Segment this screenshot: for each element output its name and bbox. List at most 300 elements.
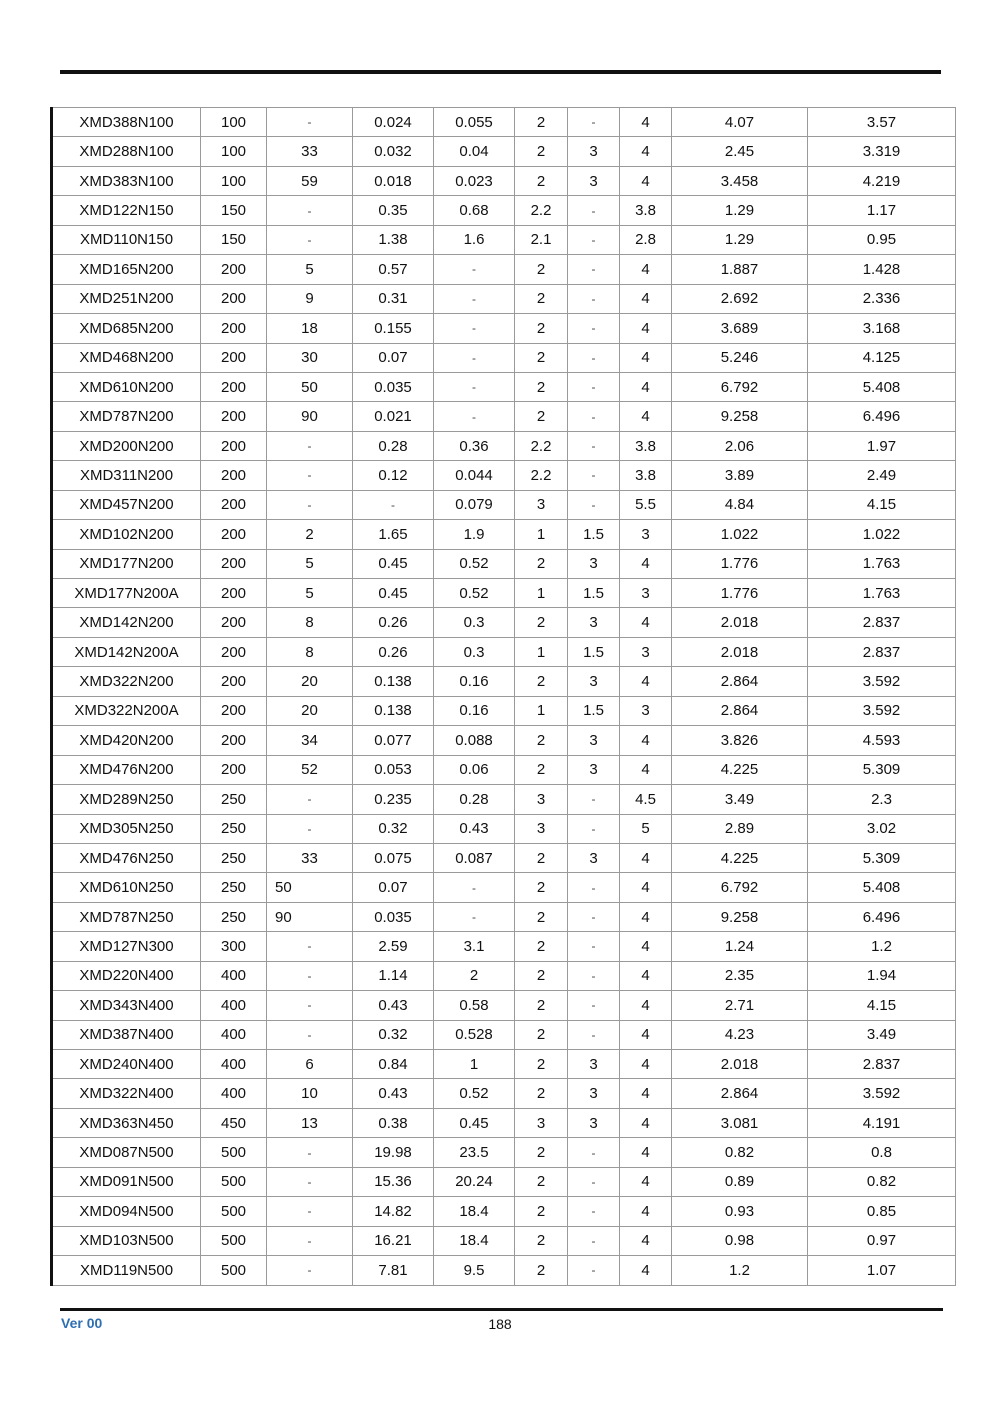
table-cell: 2.2 [515,461,568,490]
table-cell: 3 [568,1079,620,1108]
table-cell: 3.689 [672,314,808,343]
part-number-cell: XMD322N200A [52,696,201,725]
table-cell: 0.075 [353,843,434,872]
table-cell: 4.15 [808,490,956,519]
table-cell: 3 [568,137,620,166]
table-cell: 400 [201,991,267,1020]
table-cell: 200 [201,461,267,490]
table-cell: 3.57 [808,108,956,137]
table-cell: 200 [201,726,267,755]
table-cell: 23.5 [434,1138,515,1167]
table-cell: 18.4 [434,1197,515,1226]
table-cell: 4 [620,1256,672,1285]
table-cell: 4 [620,726,672,755]
part-number-cell: XMD610N250 [52,873,201,902]
table-cell: 0.52 [434,549,515,578]
table-cell: 2 [515,1079,568,1108]
table-cell: - [568,1138,620,1167]
table-cell: 2.1 [515,225,568,254]
table-cell: - [267,814,353,843]
table-cell: 90 [267,402,353,431]
part-number-cell: XMD110N150 [52,225,201,254]
table-cell: 2 [515,255,568,284]
table-cell: 2.35 [672,961,808,990]
table-cell: - [568,1167,620,1196]
table-row [52,696,956,725]
part-number-cell: XMD288N100 [52,137,201,166]
table-cell: 0.023 [434,166,515,195]
table-cell: - [267,1020,353,1049]
part-number-cell: XMD476N200 [52,755,201,784]
table-cell: 200 [201,402,267,431]
part-number-cell: XMD343N400 [52,991,201,1020]
table-cell: 3.592 [808,667,956,696]
table-cell: - [568,1020,620,1049]
table-cell: 200 [201,490,267,519]
table-cell: 0.088 [434,726,515,755]
table-cell: 1.07 [808,1256,956,1285]
table-cell: 0.45 [353,579,434,608]
table-cell: 2.864 [672,696,808,725]
table-cell: 15.36 [353,1167,434,1196]
table-cell: 10 [267,1079,353,1108]
table-cell: 200 [201,372,267,401]
table-cell: 2 [267,520,353,549]
table-cell: 500 [201,1197,267,1226]
table-cell: 1.97 [808,431,956,460]
table-cell: 0.38 [353,1108,434,1137]
table-cell: 4.225 [672,843,808,872]
table-row [52,1138,956,1167]
table-cell: 0.43 [353,1079,434,1108]
table-cell: 2.45 [672,137,808,166]
table-cell: 0.06 [434,755,515,784]
table-cell: - [434,343,515,372]
table-cell: - [568,961,620,990]
table-row [52,255,956,284]
table-cell: 4.125 [808,343,956,372]
table-cell: 3 [515,785,568,814]
table-cell: 2.837 [808,608,956,637]
table-cell: 200 [201,608,267,637]
table-cell: - [568,932,620,961]
table-cell: 0.52 [434,579,515,608]
table-cell: 2.864 [672,667,808,696]
table-cell: 3 [568,166,620,195]
table-cell: 1 [515,696,568,725]
table-cell: - [267,1167,353,1196]
table-cell: 2 [515,1050,568,1079]
table-cell: 2.59 [353,932,434,961]
table-cell: 0.45 [353,549,434,578]
table-cell: 4 [620,1050,672,1079]
table-cell: 19.98 [353,1138,434,1167]
table-cell: 2 [515,608,568,637]
table-row [52,225,956,254]
table-cell: 0.28 [434,785,515,814]
part-number-cell: XMD122N150 [52,196,201,225]
table-cell: 2 [515,873,568,902]
part-number-cell: XMD387N400 [52,1020,201,1049]
part-number-cell: XMD142N200 [52,608,201,637]
table-cell: 5 [267,549,353,578]
table-cell: 200 [201,255,267,284]
table-cell: - [267,1197,353,1226]
spec-table [50,107,956,1286]
table-cell: 0.36 [434,431,515,460]
table-cell: 34 [267,726,353,755]
part-number-cell: XMD103N500 [52,1226,201,1255]
table-row [52,637,956,666]
table-cell: 0.024 [353,108,434,137]
table-cell: 0.26 [353,608,434,637]
table-cell: 0.138 [353,667,434,696]
table-cell: 13 [267,1108,353,1137]
table-cell: 4 [620,1226,672,1255]
table-cell: 1.5 [568,637,620,666]
part-number-cell: XMD787N200 [52,402,201,431]
table-cell: 4.15 [808,991,956,1020]
table-cell: 4.5 [620,785,672,814]
table-cell: 5 [267,579,353,608]
table-cell: 0.032 [353,137,434,166]
table-cell: 9.258 [672,402,808,431]
table-cell: 0.018 [353,166,434,195]
table-cell: 3 [620,637,672,666]
table-cell: 0.85 [808,1197,956,1226]
table-cell: 300 [201,932,267,961]
table-cell: 0.077 [353,726,434,755]
table-row [52,1020,956,1049]
table-cell: 4 [620,755,672,784]
table-cell: 4 [620,961,672,990]
header-rule [60,70,941,74]
table-cell: 4 [620,137,672,166]
table-cell: 2.336 [808,284,956,313]
table-row [52,608,956,637]
table-cell: 4.219 [808,166,956,195]
part-number-cell: XMD289N250 [52,785,201,814]
table-cell: - [434,284,515,313]
table-row [52,961,956,990]
table-cell: 0.82 [672,1138,808,1167]
table-cell: 1.5 [568,520,620,549]
table-cell: 200 [201,314,267,343]
table-cell: - [568,284,620,313]
table-cell: - [568,785,620,814]
part-number-cell: XMD200N200 [52,431,201,460]
table-cell: 0.98 [672,1226,808,1255]
table-cell: 3.081 [672,1108,808,1137]
table-row [52,520,956,549]
table-cell: 9.5 [434,1256,515,1285]
table-cell: 0.3 [434,608,515,637]
part-number-cell: XMD094N500 [52,1197,201,1226]
table-cell: 4 [620,932,672,961]
table-cell: - [267,108,353,137]
table-cell: - [568,225,620,254]
table-cell: - [568,902,620,931]
table-cell: 2 [515,284,568,313]
table-cell: 6 [267,1050,353,1079]
table-cell: - [568,108,620,137]
table-cell: 3 [568,608,620,637]
table-cell: 200 [201,431,267,460]
table-row [52,284,956,313]
version-label: Ver 00 [61,1315,103,1331]
table-cell: 16.21 [353,1226,434,1255]
table-cell: 0.31 [353,284,434,313]
table-row [52,1079,956,1108]
part-number-cell: XMD177N200A [52,579,201,608]
table-cell: 0.07 [353,343,434,372]
table-cell: 0.04 [434,137,515,166]
table-cell: - [434,372,515,401]
table-cell: 1.29 [672,196,808,225]
table-cell: 1.65 [353,520,434,549]
table-cell: 0.28 [353,431,434,460]
table-cell: 2 [515,902,568,931]
table-cell: 3.8 [620,431,672,460]
table-cell: 1.2 [808,932,956,961]
table-row [52,1226,956,1255]
table-cell: 5.309 [808,843,956,872]
table-cell: 4 [620,843,672,872]
part-number-cell: XMD177N200 [52,549,201,578]
table-cell: 0.035 [353,372,434,401]
table-cell: 2 [515,726,568,755]
table-cell: 5.246 [672,343,808,372]
part-number-cell: XMD165N200 [52,255,201,284]
table-cell: 4 [620,284,672,313]
part-number-cell: XMD305N250 [52,814,201,843]
part-number-cell: XMD251N200 [52,284,201,313]
table-cell: 2 [515,166,568,195]
table-cell: 1.763 [808,549,956,578]
table-cell: 4.23 [672,1020,808,1049]
table-cell: 250 [201,785,267,814]
table-cell: 2 [515,343,568,372]
table-cell: 0.528 [434,1020,515,1049]
table-row [52,579,956,608]
table-cell: 400 [201,961,267,990]
table-cell: 9 [267,284,353,313]
part-number-cell: XMD322N200 [52,667,201,696]
table-cell: 4.84 [672,490,808,519]
table-cell: 0.235 [353,785,434,814]
table-cell: 4 [620,402,672,431]
table-cell: 3 [515,1108,568,1137]
part-number-cell: XMD420N200 [52,726,201,755]
table-cell: 2 [515,1167,568,1196]
table-row [52,314,956,343]
table-row [52,991,956,1020]
table-cell: 2 [515,314,568,343]
table-cell: - [568,1256,620,1285]
table-cell: 3 [568,843,620,872]
table-cell: - [568,814,620,843]
table-cell: 8 [267,608,353,637]
table-cell: - [568,461,620,490]
table-cell: 4 [620,549,672,578]
part-number-cell: XMD685N200 [52,314,201,343]
table-cell: 2.018 [672,608,808,637]
part-number-cell: XMD363N450 [52,1108,201,1137]
table-cell: 1.17 [808,196,956,225]
table-cell: 150 [201,225,267,254]
table-cell: 1 [515,637,568,666]
table-cell: 3 [568,755,620,784]
spec-table-body [52,108,956,1286]
table-cell: - [267,431,353,460]
table-cell: 200 [201,696,267,725]
table-cell: 0.079 [434,490,515,519]
table-cell: 2.49 [808,461,956,490]
table-cell: 2 [434,961,515,990]
table-cell: 5 [267,255,353,284]
table-cell: 50 [267,372,353,401]
table-cell: 2.2 [515,431,568,460]
table-cell: 0.43 [434,814,515,843]
table-cell: 200 [201,667,267,696]
table-cell: 6.792 [672,372,808,401]
table-cell: 2 [515,843,568,872]
table-cell: 1.9 [434,520,515,549]
table-cell: 4 [620,667,672,696]
table-cell: - [267,461,353,490]
table-cell: 4 [620,314,672,343]
table-cell: 0.32 [353,1020,434,1049]
table-cell: 2 [515,1197,568,1226]
table-cell: 100 [201,166,267,195]
table-cell: - [267,785,353,814]
table-cell: 0.26 [353,637,434,666]
table-cell: 2 [515,1138,568,1167]
table-cell: 4 [620,372,672,401]
table-cell: - [568,1197,620,1226]
table-row [52,196,956,225]
table-cell: 1.428 [808,255,956,284]
table-cell: 0.138 [353,696,434,725]
table-cell: 0.32 [353,814,434,843]
table-cell: - [568,402,620,431]
table-cell: 59 [267,166,353,195]
table-row [52,372,956,401]
table-cell: 4 [620,108,672,137]
table-cell: - [267,1138,353,1167]
table-cell: 200 [201,520,267,549]
table-cell: 6.496 [808,402,956,431]
table-cell: 3.319 [808,137,956,166]
table-row [52,1108,956,1137]
table-cell: 400 [201,1020,267,1049]
table-cell: 1.022 [808,520,956,549]
table-cell: 0.07 [353,873,434,902]
table-cell: 200 [201,579,267,608]
table-row [52,137,956,166]
table-cell: 6.496 [808,902,956,931]
table-cell: 2 [515,667,568,696]
page-number: 188 [488,1316,512,1332]
table-cell: 1.2 [672,1256,808,1285]
table-cell: 0.43 [353,991,434,1020]
table-cell: 30 [267,343,353,372]
table-cell: 4 [620,902,672,931]
table-cell: 0.087 [434,843,515,872]
table-cell: - [434,314,515,343]
table-cell: 52 [267,755,353,784]
table-cell: 4.191 [808,1108,956,1137]
table-cell: 0.84 [353,1050,434,1079]
table-cell: 500 [201,1167,267,1196]
table-cell: 0.35 [353,196,434,225]
table-row [52,461,956,490]
table-cell: 0.89 [672,1167,808,1196]
table-cell: 200 [201,549,267,578]
table-cell: 0.055 [434,108,515,137]
table-cell: 2.3 [808,785,956,814]
table-cell: 2.06 [672,431,808,460]
table-cell: - [568,873,620,902]
table-row [52,667,956,696]
table-cell: 5.309 [808,755,956,784]
table-cell: 3.592 [808,696,956,725]
table-cell: - [267,196,353,225]
table-cell: 3 [620,696,672,725]
part-number-cell: XMD457N200 [52,490,201,519]
table-cell: 3 [620,520,672,549]
table-cell: 3 [568,1050,620,1079]
table-cell: 4 [620,1197,672,1226]
table-cell: 1.14 [353,961,434,990]
table-cell: 2.837 [808,637,956,666]
table-cell: - [568,314,620,343]
table-cell: 4 [620,1079,672,1108]
part-number-cell: XMD311N200 [52,461,201,490]
part-number-cell: XMD322N400 [52,1079,201,1108]
table-cell: - [434,255,515,284]
table-cell: 3 [620,579,672,608]
table-cell: - [353,490,434,519]
table-cell: 4.225 [672,755,808,784]
table-cell: 4 [620,1020,672,1049]
table-cell: 250 [201,843,267,872]
table-cell: 0.035 [353,902,434,931]
table-cell: 20 [267,667,353,696]
part-number-cell: XMD468N200 [52,343,201,372]
table-row [52,1256,956,1285]
table-cell: 0.58 [434,991,515,1020]
table-cell: 2.89 [672,814,808,843]
table-cell: 2.018 [672,637,808,666]
table-cell: - [568,343,620,372]
table-cell: 250 [201,873,267,902]
table-cell: 1.5 [568,579,620,608]
table-cell: 3 [568,549,620,578]
table-cell: 0.68 [434,196,515,225]
table-cell: 0.053 [353,755,434,784]
table-cell: 3.458 [672,166,808,195]
table-cell: 500 [201,1256,267,1285]
table-cell: 4.593 [808,726,956,755]
table-cell: 1 [515,579,568,608]
table-cell: 5.408 [808,372,956,401]
table-cell: 14.82 [353,1197,434,1226]
table-cell: 2 [515,991,568,1020]
table-row [52,402,956,431]
table-cell: - [267,932,353,961]
table-cell: 1 [434,1050,515,1079]
